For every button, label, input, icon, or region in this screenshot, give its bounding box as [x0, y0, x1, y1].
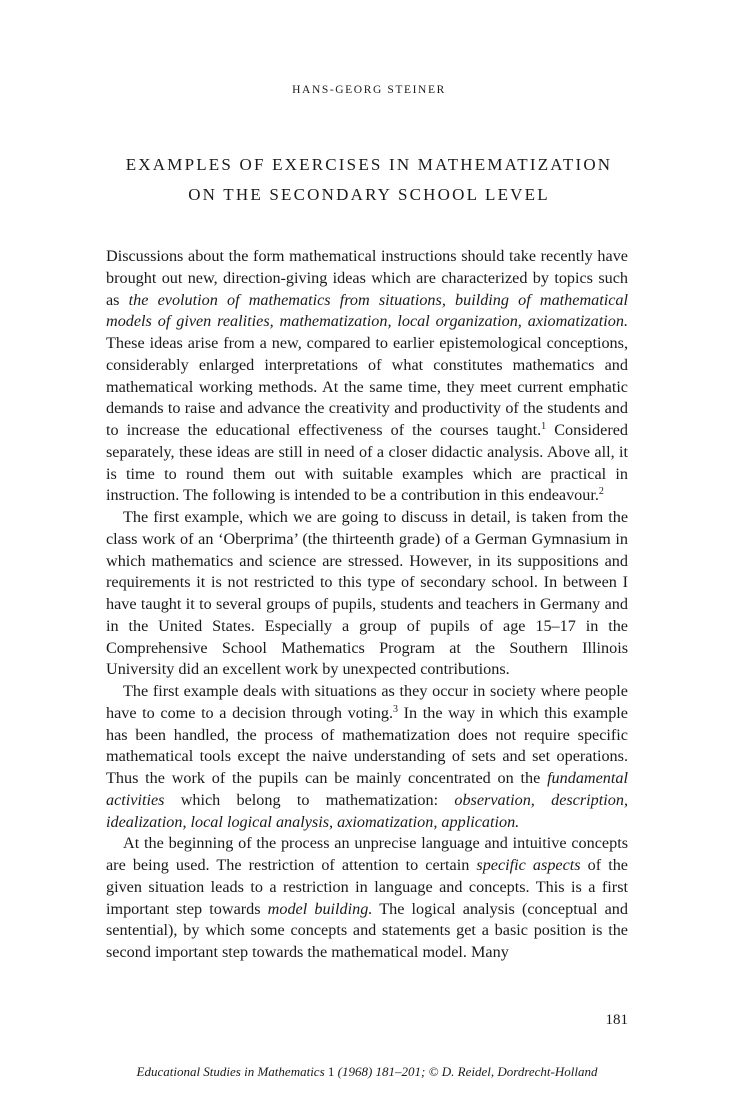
- paragraph-4-specific: specific aspects: [476, 856, 581, 874]
- article-body: [106, 246, 628, 964]
- paragraph-3: [106, 681, 628, 833]
- footnote-marker-2: 2: [598, 486, 604, 498]
- paragraph-4-model: model building.: [267, 899, 373, 918]
- paragraph-4-text-c: The logical analysis (conceptual and sentential), by which some concepts and statements get a basic position is the second important step towards the mathematical model. Many: [106, 899, 628, 961]
- paragraph-1-text-b: These ideas arise from a new, compared to earlier epistemological conceptions, considerably enlarged interpretations of what constitutes mathematics and mathematical working methods. At the same time, they meet current emphatic demands to raise and advance the creativity and productivity of the students and to increase the educational effectiveness of the courses taught.: [106, 334, 628, 439]
- paragraph-4-text-a: At the beginning of the process an unprecise language and intuitive concepts are being used. The restriction of attention to certain: [106, 834, 628, 874]
- paragraph-2: The first example, which we are going to discuss in detail, is taken from the class work of an ‘Oberprima’ (the thirteenth grade) of a German Gymnasium in which mathematics and science are stressed. However, in its suppositions and requirements it is not restricted to this type of secondary school. In between I have taught it to several groups of pupils, students and teachers in Germany and in the United States. Especially a group of pupils of age 15–17 in the Comprehensive School Mathematics Program at the Southern Illinois University did an excellent work by unexpected contributions.: [106, 508, 628, 679]
- journal-name: Educational Studies in Mathematics: [136, 1064, 325, 1079]
- journal-footer: [106, 1064, 628, 1080]
- paragraph-3-fundamental: fundamental activities: [106, 769, 628, 809]
- paragraph-3-text-b: In the way in which this example has been handled, the process of mathematization does not require specific mathematical tools except the naive understanding of sets and set operations. Thus the work of the pupils can be mainly concentrated on the: [106, 703, 628, 787]
- article-title-line-1: EXAMPLES OF EXERCISES IN MATHEMATIZATION: [125, 155, 613, 174]
- footnote-marker-3: 3: [393, 703, 399, 715]
- paragraph-3-text-a: The first example deals with situations as they occur in society where people have to come to a decision through voting.: [106, 682, 628, 722]
- paragraph-3-activities: observation, description, idealization, local logical analysis, axiomatization, application.: [106, 790, 628, 831]
- article-title: [0, 150, 738, 210]
- footnote-marker-1: 1: [541, 421, 547, 432]
- page-number: 181: [605, 1012, 628, 1028]
- article-title-line-2: ON THE SECONDARY SCHOOL LEVEL: [188, 185, 550, 204]
- paragraph-1: [106, 246, 628, 507]
- paragraph-1-topics: the evolution of mathematics from situations, building of mathematical models of given realities, mathematization, local organization, axiomatization.: [106, 290, 629, 331]
- paragraph-4: [106, 833, 628, 964]
- paragraph-1-text-a: Discussions about the form mathematical instructions should take recently have brought out new, direction-giving ideas which are characterized by topics such as: [106, 247, 628, 309]
- paragraph-1-text-c: Considered separately, these ideas are still in need of a closer didactic analysis. Above all, it is time to round them out with suitable examples which are practical in instruction. The following is intended to be a contribution in this endeavour.: [106, 421, 628, 505]
- paragraph-4-text-b: of the given situation leads to a restriction in language and concepts. This is a first important step towards: [106, 856, 628, 918]
- journal-volume: 1: [324, 1064, 338, 1079]
- journal-citation: (1968) 181–201; © D. Reidel, Dordrecht-Holland: [337, 1064, 598, 1079]
- running-head-author: HANS-GEORG STEINER: [292, 84, 446, 96]
- paragraph-3-text-c: which belong to mathematization:: [164, 790, 455, 809]
